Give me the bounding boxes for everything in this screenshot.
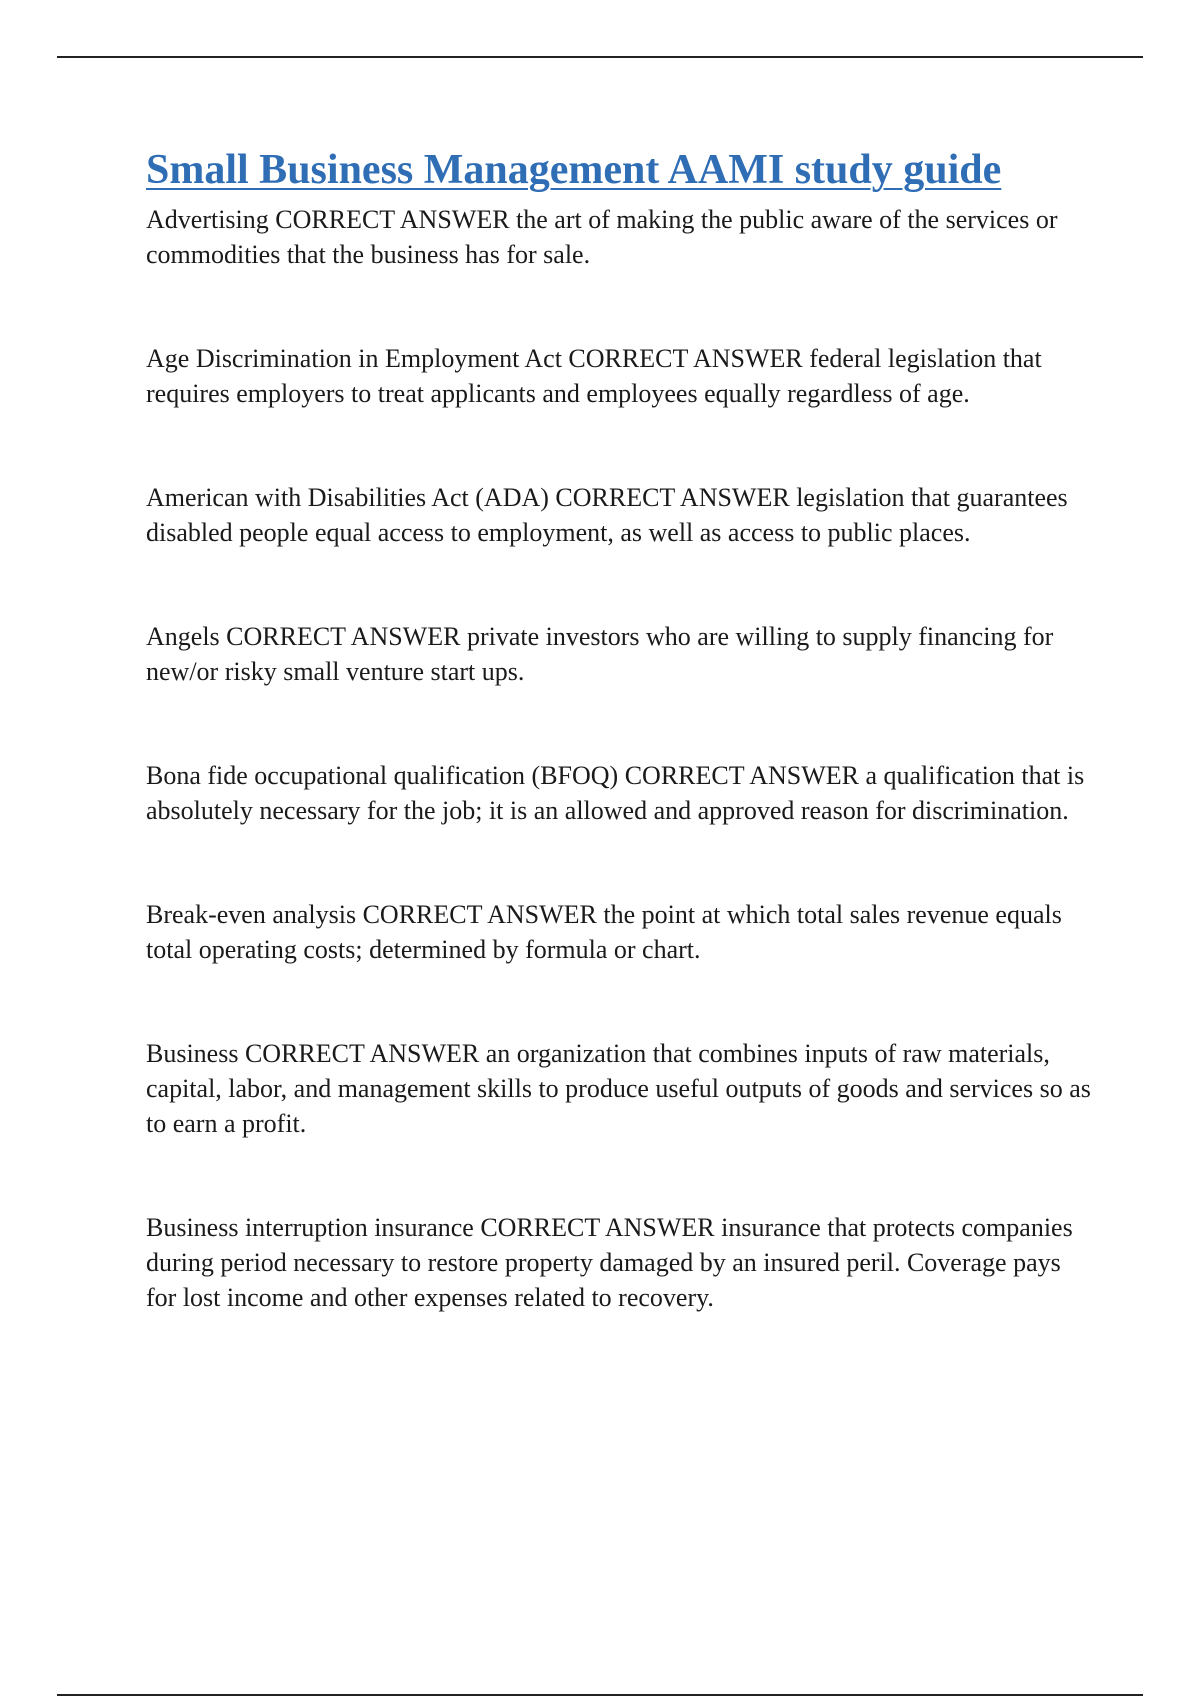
footer-rule <box>57 1694 1143 1696</box>
entry-ada: American with Disabilities Act (ADA) CORRECT ANSWER legislation that guarantees disabled people equal access to employment, as well as access to public places. <box>146 483 1068 547</box>
entry-age-discrimination: Age Discrimination in Employment Act CORRECT ANSWER federal legislation that requires employers to treat applicants and employees equally regardless of age. <box>146 344 1042 408</box>
entry-angels: Angels CORRECT ANSWER private investors who are willing to supply financing for new/or risky small venture start ups. <box>146 622 1054 686</box>
entry-break-even: Break-even analysis CORRECT ANSWER the point at which total sales revenue equals total operating costs; determined by formula or chart. <box>146 900 1062 964</box>
document-body <box>146 142 1096 1384</box>
entry-business: Business CORRECT ANSWER an organization that combines inputs of raw materials, capital, labor, and management skills to produce useful outputs of goods and services so as to earn a profit. <box>146 1039 1091 1138</box>
header-rule <box>57 56 1143 58</box>
entry-business-interruption: Business interruption insurance CORRECT ANSWER insurance that protects companies during period necessary to restore property damaged by an insured peril. Coverage pays for lost income and other expenses related to recovery. <box>146 1213 1073 1312</box>
document-title: Small Business Management AAMI study guide <box>146 147 1002 193</box>
entry-advertising: Advertising CORRECT ANSWER the art of making the public aware of the services or commodities that the business has for sale. <box>146 205 1058 269</box>
entry-list <box>146 202 1096 1315</box>
entry-bfoq: Bona fide occupational qualification (BFOQ) CORRECT ANSWER a qualification that is absolutely necessary for the job; it is an allowed and approved reason for discrimination. <box>146 761 1085 825</box>
